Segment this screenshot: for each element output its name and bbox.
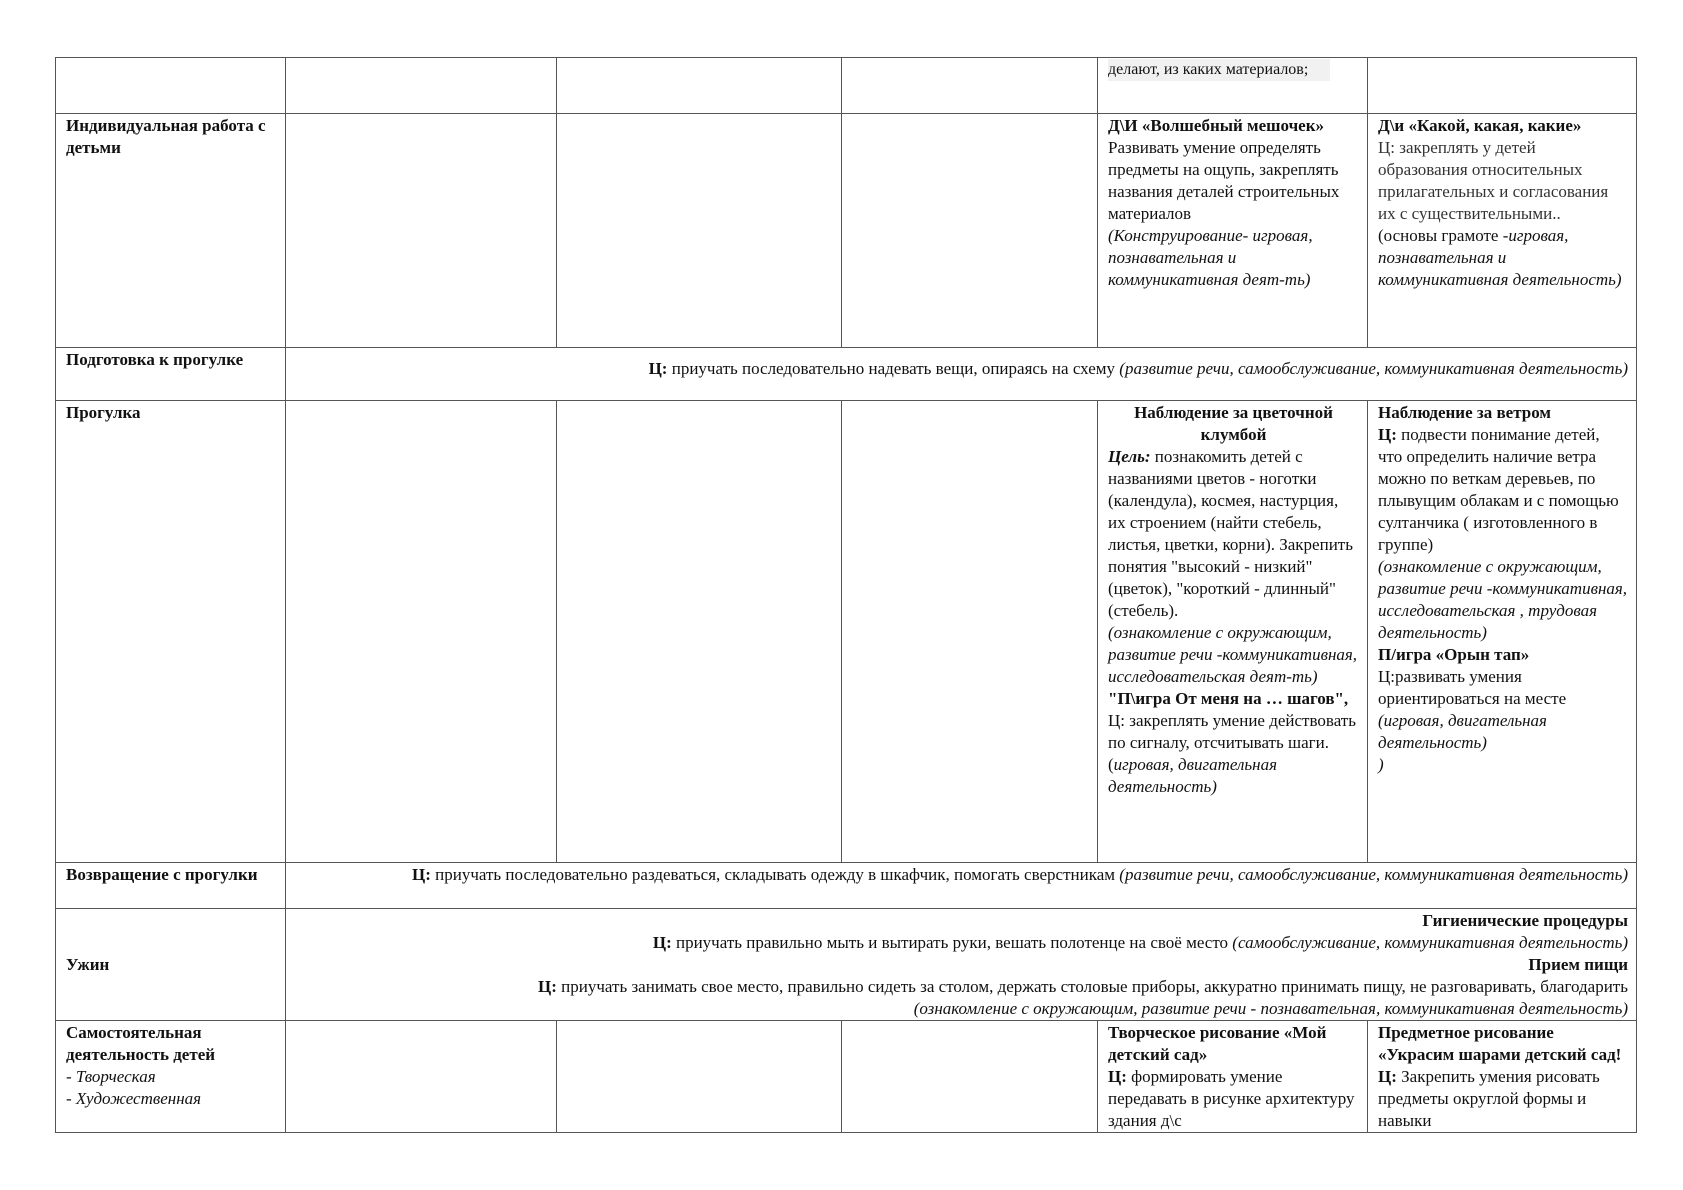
row-sublabel: - Творческая [66, 1067, 156, 1086]
goal-text: приучать последовательно раздеваться, складывать одежду в шкафчик, помогать сверстникам [430, 865, 1120, 884]
game-note: игровая, двигательная деятельность) [1108, 755, 1277, 796]
empty-cell [286, 114, 557, 348]
table-row [56, 114, 1637, 348]
game-text: Ц:развивать умения ориентироваться на месте [1378, 667, 1567, 708]
row-sublabel: - Художественная [66, 1089, 202, 1108]
activity-cell [1098, 401, 1368, 863]
activity-text: (основы грамоте - [1378, 226, 1509, 245]
activity-cell [1368, 1021, 1637, 1133]
cell-text: делают, из каких материалов; [1108, 59, 1330, 81]
game-note: (игровая, двигательная деятельность) [1378, 711, 1547, 752]
goal-label: Ц: [538, 977, 557, 996]
empty-cell [842, 1021, 1098, 1133]
empty-cell [286, 58, 557, 114]
empty-cell [557, 58, 842, 114]
goal-text: приучать занимать свое место, правильно сидеть за столом, держать столовые приборы, аккуратно принимать пищу, не разговаривать, благодарить [556, 977, 1628, 996]
empty-cell [557, 401, 842, 863]
merged-goal-cell [286, 909, 1637, 1021]
activity-title: Д\и «Какой, какая, какие» [1378, 116, 1582, 135]
goal-label: Ц: [648, 359, 668, 378]
activity-cell [1098, 114, 1368, 348]
empty-cell [842, 114, 1098, 348]
activity-cell [1368, 401, 1637, 863]
activity-text: Закрепить умения рисовать предметы округлой формы и навыки [1378, 1067, 1600, 1130]
activity-text: Развивать умение определять предметы на ощупь, закреплять названия деталей строительных материалов [1108, 138, 1340, 223]
row-label: Самостоятельная деятельность детей [66, 1023, 216, 1064]
table-row [56, 401, 1637, 863]
activity-text: формировать умение передавать в рисунке архитектуру здания д\с [1108, 1067, 1355, 1130]
row-label: Подготовка к прогулке [56, 348, 286, 401]
activity-title: Наблюдение за ветром [1378, 403, 1551, 422]
row-label: Прогулка [56, 401, 286, 863]
goal-label: Ц: [412, 865, 431, 884]
goal-label: Ц: [1108, 1067, 1127, 1086]
activity-cell [1098, 58, 1368, 114]
goal-note: (самообслуживание, коммуникативная деятельность) [1232, 933, 1628, 952]
row-label-cell [56, 58, 286, 114]
empty-cell [557, 1021, 842, 1133]
activity-note: (ознакомление с окружающим, развитие речи -коммуникативная, исследовательская , трудовая деятельность) [1378, 557, 1628, 642]
plan-table-page [55, 57, 1636, 1133]
table-row [56, 909, 1637, 1021]
empty-cell [286, 1021, 557, 1133]
row-label: Возвращение с прогулки [56, 863, 286, 909]
empty-cell [557, 114, 842, 348]
table-row [56, 863, 1637, 909]
goal-note: (развитие речи, самообслуживание, коммуникативная деятельность) [1119, 865, 1628, 884]
row-label-cell [56, 1021, 286, 1133]
row-label: Ужин [56, 909, 286, 1021]
activity-title: Наблюдение за цветочной клумбой [1134, 403, 1333, 444]
goal-note: (развитие речи, самообслуживание, коммуникативная деятельность) [1119, 359, 1628, 378]
goal-text: приучать последовательно надевать вещи, опираясь на схему [667, 359, 1120, 378]
table-row [56, 58, 1637, 114]
game-text: Ц: закреплять умение действовать по сигналу, отсчитывать шаги. ( [1108, 711, 1356, 774]
table-row [56, 348, 1637, 401]
goal-label: Цель: [1108, 447, 1151, 466]
activity-text: познакомить детей с названиями цветов - ноготки (календула), космея, настурция, их строением (найти стебель, листья, цветки, корни). Закрепить понятия "высокий - низкий" (цветок), "короткий - длинный" (стебель). [1108, 447, 1353, 620]
activity-text: подвести понимание детей, что определить наличие ветра можно по веткам деревьев, по плывущим облакам и с помощью султанчика ( изготовленного в группе) [1378, 425, 1619, 554]
section-title: Гигиенические процедуры [1422, 911, 1628, 930]
section-title: Прием пищи [1528, 955, 1628, 974]
game-title: "П\игра От меня на … шагов", [1108, 689, 1349, 708]
daily-plan-table [55, 57, 1637, 1133]
merged-goal-cell [286, 863, 1637, 909]
activity-note: (Конструирование- игровая, познавательная и коммуникативная деят-ть) [1108, 226, 1313, 289]
empty-cell [1368, 58, 1637, 114]
goal-text: приучать правильно мыть и вытирать руки, вешать полотенце на своё место [671, 933, 1233, 952]
row-label: Индивидуальная работа с детьми [56, 114, 286, 348]
empty-cell [842, 58, 1098, 114]
activity-title: Д\И «Волшебный мешочек» [1108, 116, 1325, 135]
activity-cell [1368, 114, 1637, 348]
game-title: П/игра «Орын тап» [1378, 645, 1530, 664]
activity-note: (ознакомление с окружающим, развитие речи -коммуникативная, исследовательская деят-ть) [1108, 623, 1358, 686]
merged-goal-cell [286, 348, 1637, 401]
activity-title: Предметное рисование «Украсим шарами детский сад! Ц: [1378, 1023, 1622, 1086]
closing-paren: ) [1378, 755, 1384, 774]
activity-title: Творческое рисование «Мой детский сад» [1108, 1023, 1327, 1064]
activity-cell [1098, 1021, 1368, 1133]
goal-label: Ц: [652, 933, 672, 952]
empty-cell [286, 401, 557, 863]
table-row [56, 1021, 1637, 1133]
goal-note: (ознакомление с окружающим, развитие речи - познавательная, коммуникативная деятельность) [913, 999, 1628, 1018]
goal-label: Ц: [1378, 425, 1397, 444]
activity-note: игровая, познавательная и коммуникативная деятельность) [1378, 226, 1622, 289]
activity-text: Ц: закреплять у детей образования относительных прилагательных и согласования их с существительными.. [1378, 138, 1609, 223]
empty-cell [842, 401, 1098, 863]
